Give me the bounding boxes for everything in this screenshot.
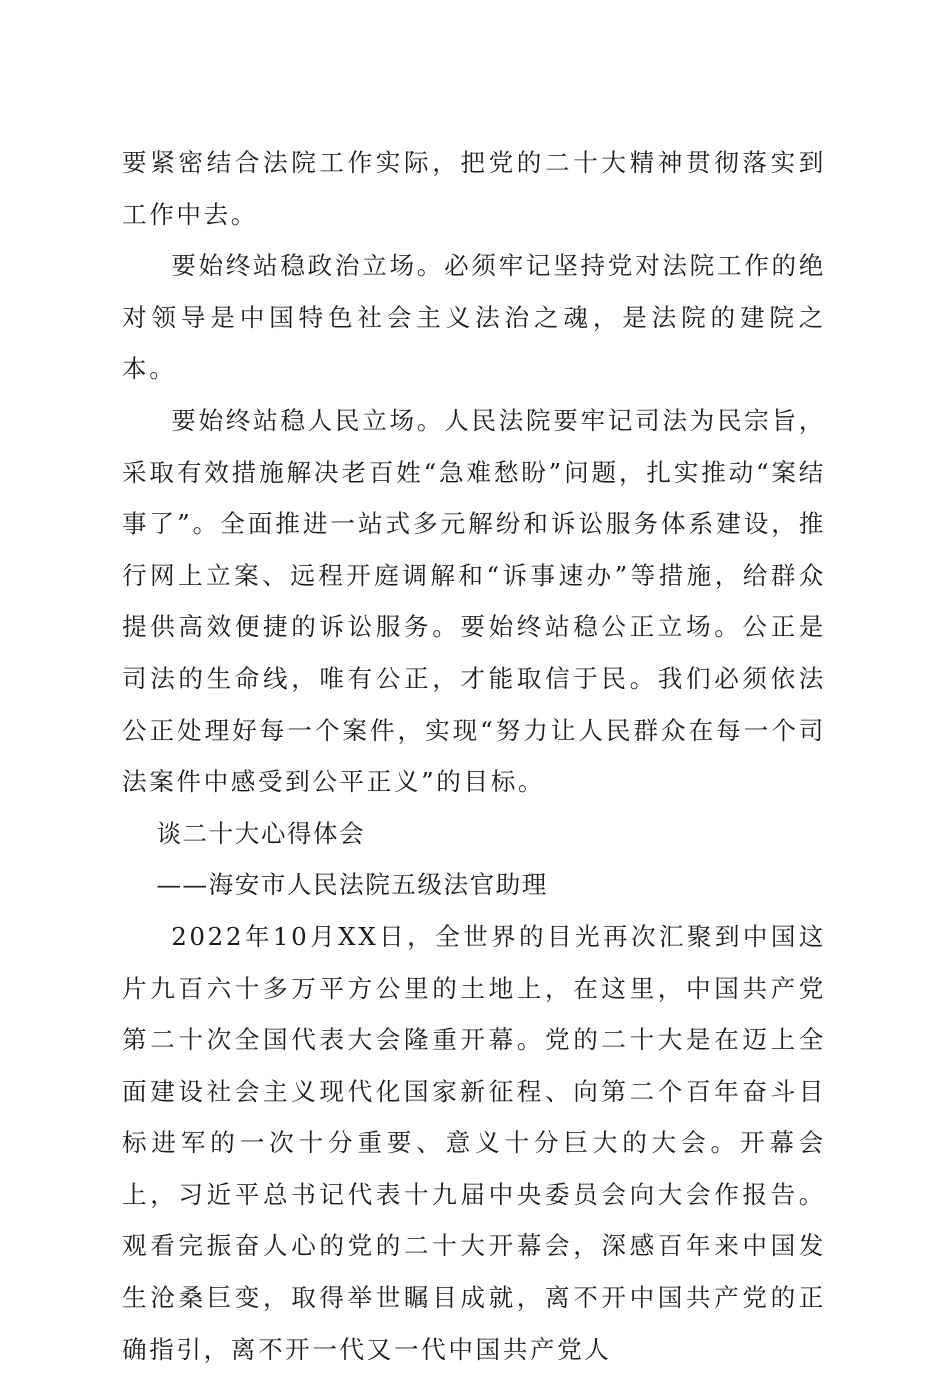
paragraph-people-stance: 要始终站稳人民立场。人民法院要牢记司法为民宗旨，采取有效措施解决老百姓“急难愁盼”问题，扎实推动“案结事了”。全面推进一站式多元解纷和诉讼服务体系建设，推行网上立案、远程开庭调解和“诉事速办”等措施，给群众提供高效便捷的诉讼服务。要始终站稳公正立场。公正是司法的生命线，唯有公正，才能取信于民。我们必须依法公正处理好每一个案件，实现“努力让人民群众在每一个司法案件中感受到公平正义”的目标。	[122, 405, 826, 797]
paragraph-political-stance: 要始终站稳政治立场。必须牢记坚持党对法院工作的绝对领导是中国特色社会主义法治之魂，是法院的建院之本。	[122, 251, 826, 384]
paragraph-congress-opening: 2022年10月XX日，全世界的目光再次汇聚到中国这片九百六十多万平方公里的土地上，在这里，中国共产党第二十次全国代表大会隆重开幕。党的二十大是在迈上全面建设社会主义现代化国家新征程、向第二个百年奋斗目标进军的一次十分重要、意义十分巨大的大会。开幕会上，习近平总书记代表十九届中央委员会向大会作报告。观看完振奋人心的党的二十大开幕会，深感百年来中国发生沧桑巨变，取得举世瞩目成就，离不开中国共产党的正确指引，离不开一代又一代中国共产党人	[122, 921, 826, 1364]
article-title: 谈二十大心得体会	[156, 818, 366, 848]
article-byline: ——海安市人民法院五级法官助理	[156, 870, 548, 900]
document-body	[122, 137, 826, 1375]
paragraph-intro: 要紧密结合法院工作实际，把党的二十大精神贯彻落实到工作中去。	[122, 148, 826, 229]
